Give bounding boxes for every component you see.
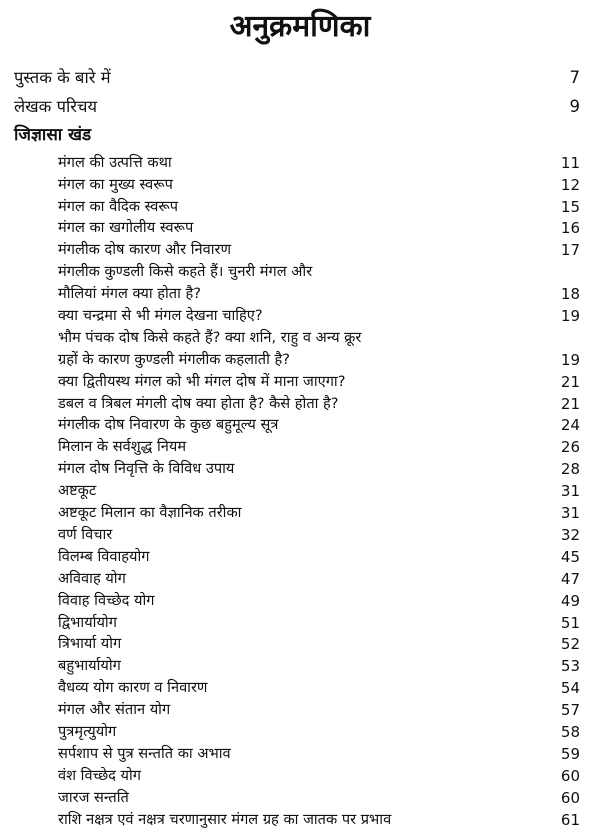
toc-entry-page: 57 xyxy=(560,701,580,719)
toc-entry-page: 61 xyxy=(560,811,580,829)
toc-entry-page: 15 xyxy=(560,198,580,216)
toc-entry-page: 16 xyxy=(560,219,580,237)
toc-entry-page: 45 xyxy=(560,548,580,566)
toc-entry-page: 18 xyxy=(560,285,580,303)
toc-entry-label: पुत्रमृत्युयोग xyxy=(58,723,117,740)
toc-entry-page: 49 xyxy=(560,592,580,610)
toc-entry-label: मंगलीक दोष निवारण के कुछ बहुमूल्य सूत्र xyxy=(58,416,279,433)
toc-entry-label: पुस्तक के बारे में xyxy=(14,68,111,87)
toc-entry-label: वैधव्य योग कारण व निवारण xyxy=(58,679,208,696)
toc-entry-page: 24 xyxy=(560,416,580,434)
toc-entry-page: 12 xyxy=(560,176,580,194)
toc-entry-label: मंगल की उत्पत्ति कथा xyxy=(58,154,172,171)
toc-entry-label: क्या द्वितीयस्थ मंगल को भी मंगल दोष में माना जाएगा? xyxy=(58,373,346,390)
toc-entry-page: 19 xyxy=(560,351,580,369)
toc-entry-page: 19 xyxy=(560,307,580,325)
toc-entry-label: अष्टकूट मिलान का वैज्ञानिक तरीका xyxy=(58,504,242,521)
toc-entry-label: मंगल दोष निवृत्ति के विविध उपाय xyxy=(58,460,235,477)
toc-entry-page: 7 xyxy=(569,68,580,87)
toc-entry-label: वर्ण विचार xyxy=(58,526,113,543)
toc-entry-label: अविवाह योग xyxy=(58,570,126,587)
toc-entry-label: राशि नक्षत्र एवं नक्षत्र चरणानुसार मंगल ग्रह का जातक पर प्रभाव xyxy=(58,811,392,828)
toc-entry-label: मंगल का मुख्य स्वरूप xyxy=(58,176,173,193)
toc-entry-label: क्या चन्द्रमा से भी मंगल देखना चाहिए? xyxy=(58,307,263,324)
toc-entry-page: 31 xyxy=(560,504,580,522)
toc-entry-page: 31 xyxy=(560,482,580,500)
toc-entry-page: 11 xyxy=(560,154,580,172)
toc-entry-page: 21 xyxy=(560,395,580,413)
toc-entry-page: 53 xyxy=(560,657,580,675)
toc-entry-page: 32 xyxy=(560,526,580,544)
toc-entry-page: 9 xyxy=(569,97,580,116)
toc-entry-page: 60 xyxy=(560,789,580,807)
toc-entry-label: मंगल और संतान योग xyxy=(58,701,171,718)
toc-entry-page: 51 xyxy=(560,614,580,632)
toc-entry-page: 26 xyxy=(560,438,580,456)
toc-entry-label: विवाह विच्छेद योग xyxy=(58,592,155,609)
toc-entry-label: मंगलीक कुण्डली किसे कहते हैं। चुनरी मंगल और xyxy=(58,263,313,280)
toc-entry-label: लेखक परिचय xyxy=(14,97,98,116)
toc-entry-page: 60 xyxy=(560,767,580,785)
toc-entry-page: 28 xyxy=(560,460,580,478)
toc-entry-label: त्रिभार्या योग xyxy=(58,635,122,652)
toc-entry-page: 47 xyxy=(560,570,580,588)
section-heading: जिज्ञासा खंड xyxy=(14,125,92,145)
toc-entry-label: वंश विच्छेद योग xyxy=(58,767,142,784)
toc-entry-label: मिलान के सर्वशुद्ध नियम xyxy=(58,438,187,455)
toc-entry-page: 21 xyxy=(560,373,580,391)
toc-entry-label: भौम पंचक दोष किसे कहते हैं? क्या शनि, राहु व अन्य क्रूर xyxy=(58,329,362,346)
toc-entry-label: मंगल का खगोलीय स्वरूप xyxy=(58,219,194,236)
toc-entry-label: ग्रहों के कारण कुण्डली मंगलीक कहलाती है? xyxy=(58,351,290,368)
toc-entry-label: विलम्ब विवाहयोग xyxy=(58,548,150,565)
toc-entry-page: 17 xyxy=(560,241,580,259)
toc-entry-page: 59 xyxy=(560,745,580,763)
toc-entry-label: मंगल का वैदिक स्वरूप xyxy=(58,198,179,215)
toc-entry-label: सर्पशाप से पुत्र सन्तति का अभाव xyxy=(58,745,231,762)
toc-entry-label: बहुभार्यायोग xyxy=(58,657,121,674)
toc-entry-label: मौलियां मंगल क्या होता है? xyxy=(58,285,201,302)
page-title: अनुक्रमणिका xyxy=(229,9,371,44)
toc-entry-page: 54 xyxy=(560,679,580,697)
toc-entry-label: द्विभार्यायोग xyxy=(58,614,117,631)
toc-entry-label: मंगलीक दोष कारण और निवारण xyxy=(58,241,232,258)
toc-entry-label: जारज सन्तति xyxy=(58,789,129,806)
toc-entry-label: अष्टकूट xyxy=(58,482,97,499)
toc-entry-page: 58 xyxy=(560,723,580,741)
toc-entry-page: 52 xyxy=(560,635,580,653)
toc-entry-label: डबल व त्रिबल मंगली दोष क्या होता है? कैसे होता है? xyxy=(58,395,339,412)
